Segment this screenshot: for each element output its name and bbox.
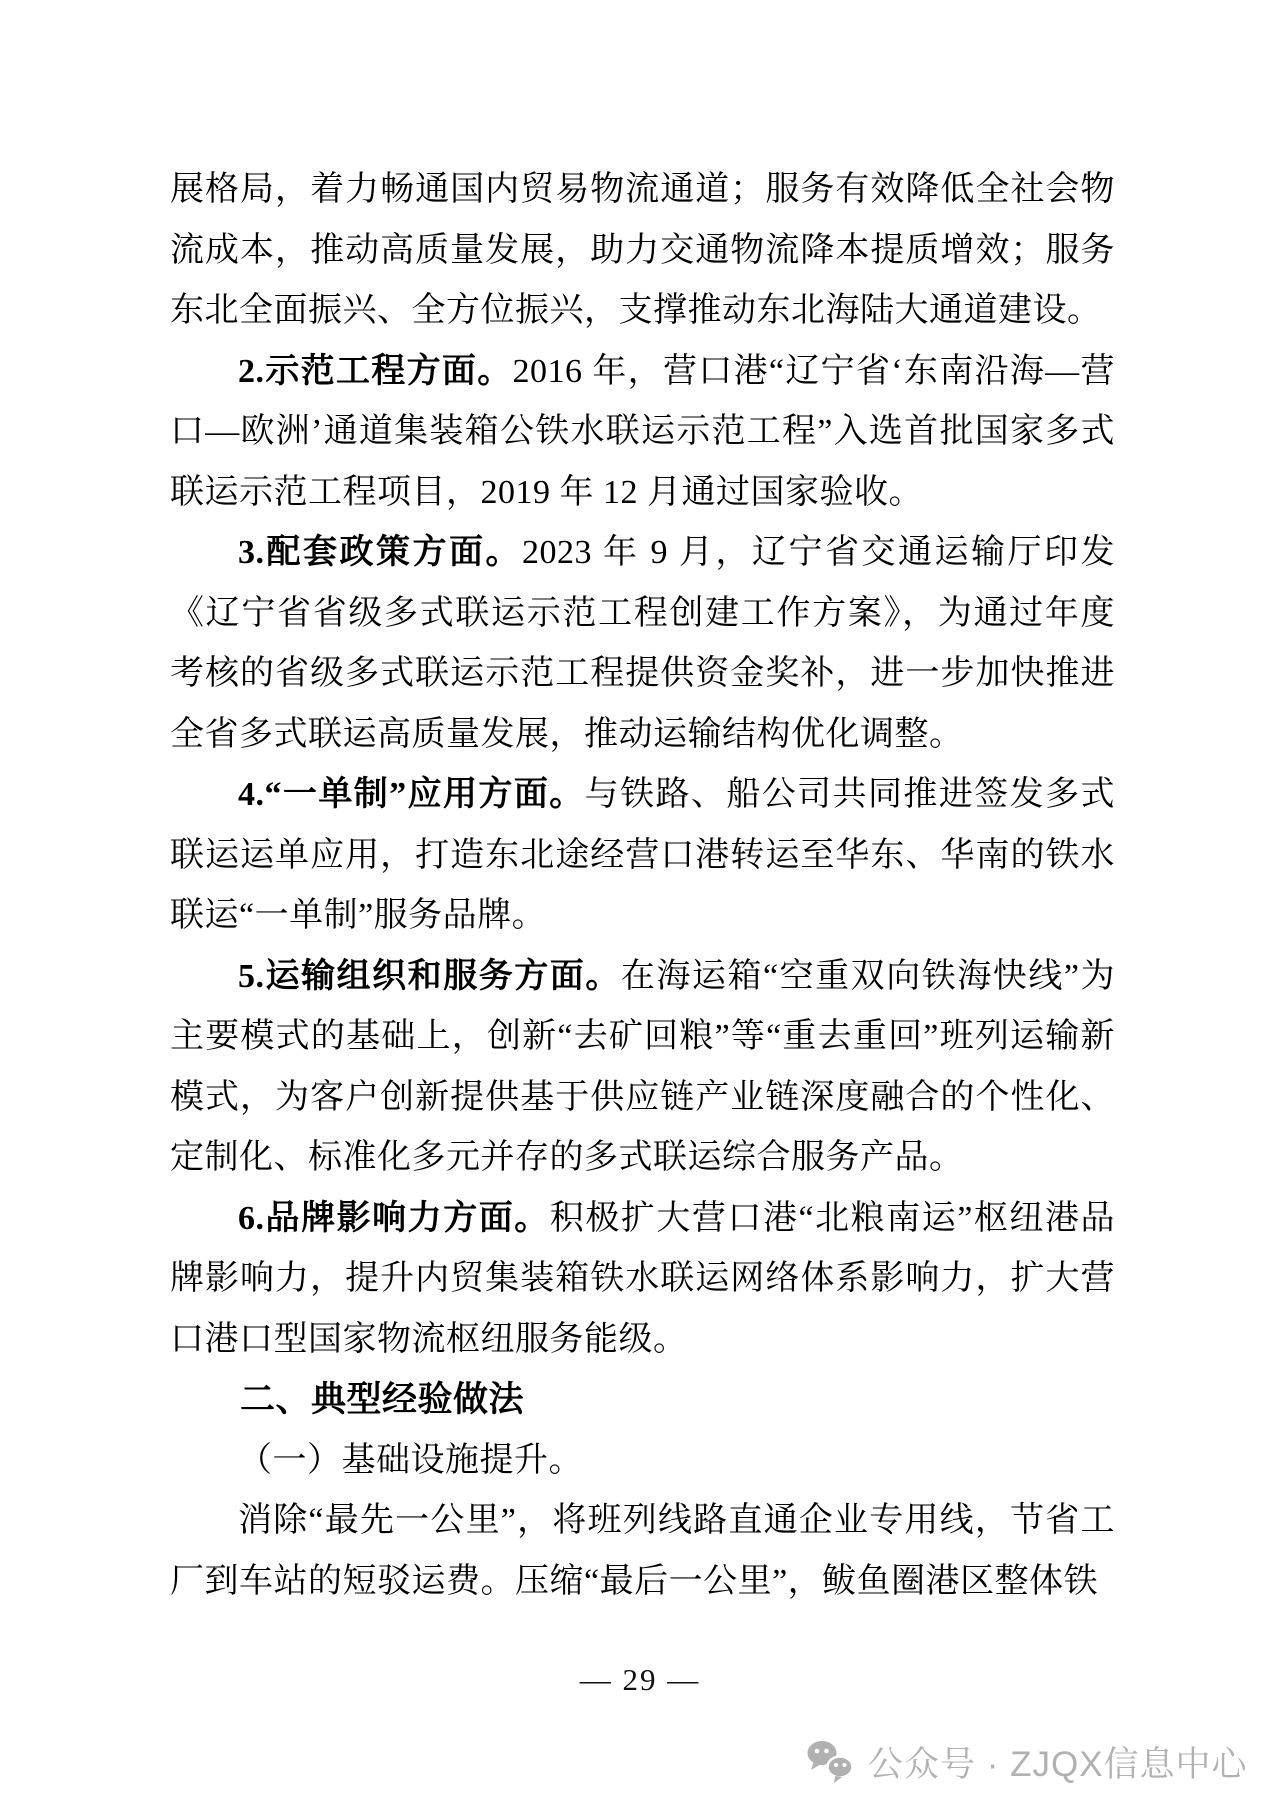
paragraph-text: 与铁路、船公司共同推进签发多式联运运单应用，打造东北途经营口港转运至华东、华南的铁水联运“一单制”服务品牌。: [170, 776, 1116, 934]
paragraph-brand-influence: [170, 1189, 1115, 1371]
paragraph-single-document: [170, 765, 1115, 947]
paragraph-lead: 6.品牌影响力方面。: [238, 1199, 550, 1237]
wechat-icon: [806, 1740, 856, 1784]
paragraph-text: 消除“最先一公里”，将班列线路直通企业专用线，节省工厂到车站的短驳运费。压缩“最后一公里”，鲅鱼圈港区整体铁: [170, 1502, 1115, 1600]
page-number: — 29 —: [579, 1662, 701, 1697]
paragraph-demonstration-project: [170, 342, 1115, 524]
paragraph-supporting-policy: [170, 523, 1115, 765]
section-heading: 二、典型经验做法: [240, 1380, 525, 1419]
paragraph-text: 在海运箱“空重双向铁海快线”为主要模式的基础上，创新“去矿回粮”等“重去重回”班列运输新模式，为客户创新提供基于供应链产业链深度融合的个性化、定制化、标准化多元并存的多式联运综合服务产品。: [170, 957, 1115, 1176]
paragraph-text: 2023 年 9 月，辽宁省交通运输厅印发《辽宁省省级多式联运示范工程创建工作方案》，为通过年度考核的省级多式联运示范工程提供资金奖补，进一步加快推进全省多式联运高质量发展，推动运输结构优化调整。: [170, 534, 1115, 753]
document-body: [170, 160, 1115, 1612]
paragraph-transport-organization: [170, 947, 1115, 1189]
subsection-heading: （一）基础设施提升。: [238, 1441, 583, 1479]
paragraph-text: 积极扩大营口港“北粮南运”枢纽港品牌影响力，提升内贸集装箱铁水联运网络体系影响力，扩大营口港口型国家物流枢纽服务能级。: [170, 1199, 1115, 1358]
paragraph-text: 展格局，着力畅通国内贸易物流通道；服务有效降低全社会物流成本，推动高质量发展，助力交通物流降本提质增效；服务东北全面振兴、全方位振兴，支撑推动东北海陆大通道建设。: [170, 171, 1115, 329]
watermark: [806, 1735, 1248, 1789]
paragraph-lead: 4.“一单制”应用方面。: [238, 776, 585, 813]
watermark-text: 公众号 · ZJQX信息中心: [868, 1745, 1248, 1784]
paragraph-lead: 3.配套政策方面。: [238, 534, 522, 571]
paragraph-lead: 2.示范工程方面。: [238, 352, 513, 390]
paragraph-infrastructure: [170, 1491, 1115, 1612]
paragraph-text: 2016 年，营口港“辽宁省‘东南沿海—营口—欧洲’通道集装箱公铁水联运示范工程”入选首批国家多式联运示范工程项目，2019 年 12 月通过国家验收。: [170, 352, 1115, 511]
paragraph-lead: 5.运输组织和服务方面。: [238, 957, 621, 995]
paragraph-continuation: [170, 160, 1115, 342]
